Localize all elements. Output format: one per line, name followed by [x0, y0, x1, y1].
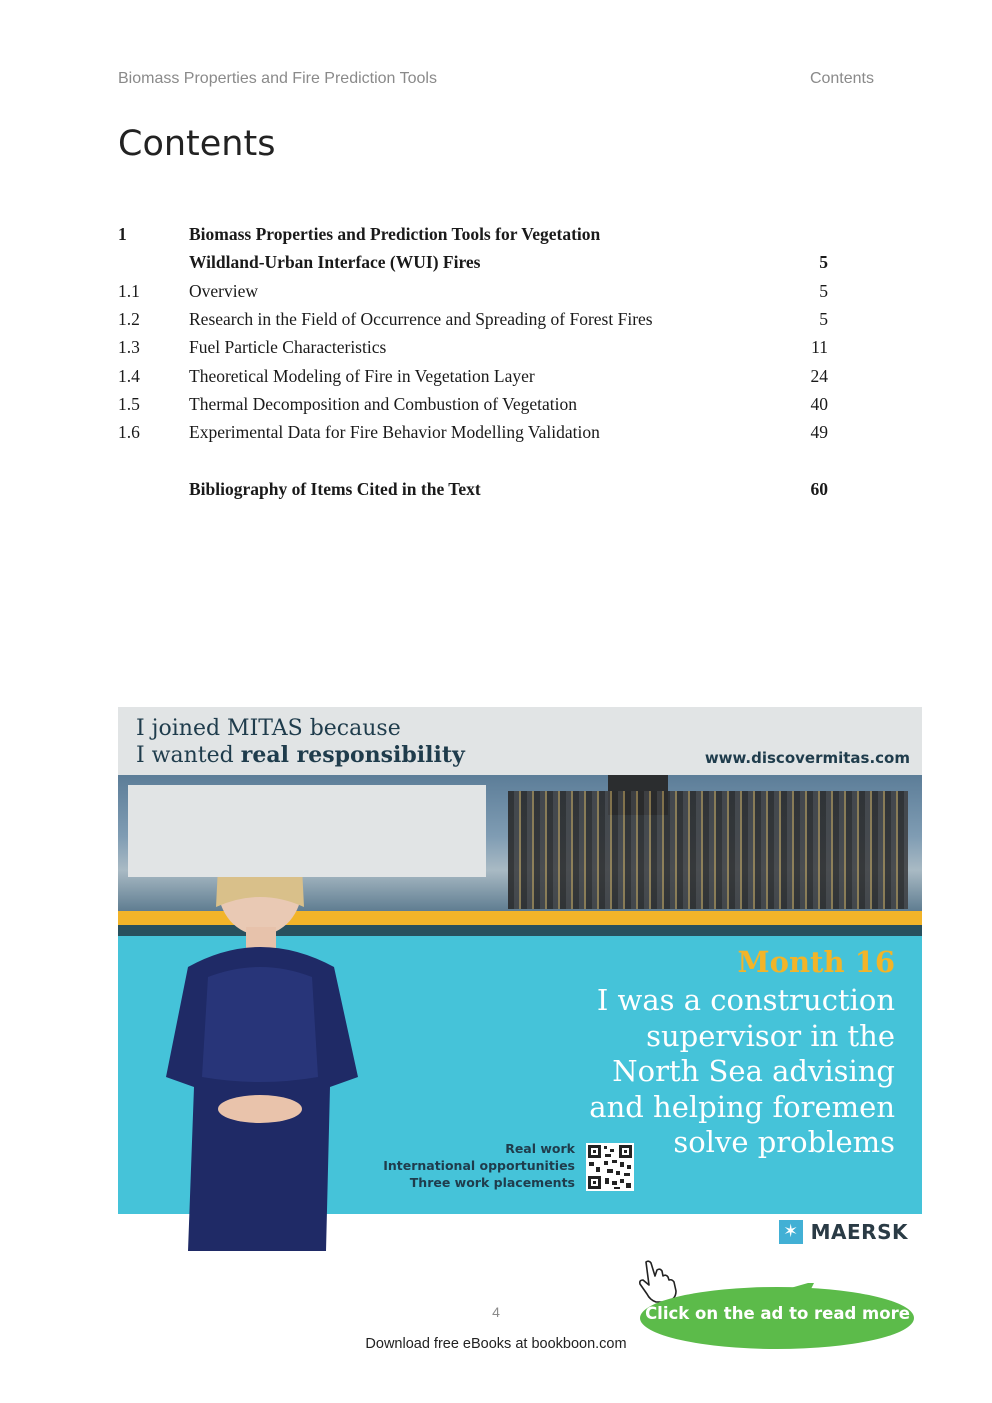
- ad-feature-item: Real work: [505, 1141, 575, 1156]
- toc-entry-title: Overview: [189, 281, 259, 301]
- toc-entry-number: 1.4: [118, 366, 140, 386]
- woman-portrait-image: [148, 877, 378, 1251]
- ad-header-band: [118, 707, 922, 775]
- toc-entry[interactable]: [118, 220, 828, 248]
- toc-entry-page: 60: [810, 479, 828, 499]
- toc-entry-page: 49: [810, 422, 828, 442]
- toc-entry-title: Research in the Field of Occurrence and Spreading of Forest Fires: [189, 309, 653, 329]
- ad-tagline-emphasis: real responsibility: [240, 742, 465, 768]
- ad-headline-month: Month 16: [737, 945, 895, 979]
- toc-entry-title: Biomass Properties and Prediction Tools for Vegetation: [189, 224, 601, 244]
- toc-entry-title: Experimental Data for Fire Behavior Modelling Validation: [189, 422, 600, 442]
- maersk-wordmark: MAERSK: [810, 1220, 908, 1244]
- qr-code-icon[interactable]: [586, 1143, 634, 1191]
- page-title: Contents: [118, 124, 276, 164]
- ad-tagline: [136, 742, 465, 768]
- toc-entry-number: 1: [118, 224, 127, 244]
- toc-entry-number: 1.1: [118, 281, 140, 301]
- platform-structure-shape: [508, 791, 908, 909]
- toc-entry-page: 24: [810, 366, 828, 386]
- ad-url-link[interactable]: www.discovermitas.com: [704, 749, 910, 767]
- toc-entry-number: 1.2: [118, 309, 140, 329]
- running-header-section: Contents: [809, 70, 874, 87]
- toc-entry-title: Fuel Particle Characteristics: [189, 337, 387, 357]
- toc-entry-number: 1.5: [118, 394, 140, 414]
- toc-entry-number: 1.3: [118, 337, 140, 357]
- maersk-star-icon: ✶: [779, 1220, 803, 1244]
- toc-entry-title: Bibliography of Items Cited in the Text: [189, 479, 481, 499]
- advertisement-banner[interactable]: [118, 707, 922, 1251]
- toc-entry[interactable]: [118, 305, 828, 333]
- toc-entry-page: 5: [819, 252, 828, 272]
- toc-entry[interactable]: [118, 390, 828, 418]
- toc-entry-page: 5: [819, 281, 828, 301]
- footer-download-link[interactable]: Download free eBooks at bookboon.com: [365, 1336, 627, 1352]
- toc-entry-page: 40: [810, 394, 828, 414]
- toc-entry-bibliography[interactable]: [118, 475, 828, 503]
- toc-entry-page: 11: [811, 337, 828, 357]
- toc-entry-number: 1.6: [118, 422, 140, 442]
- ad-tagline-prefix: I wanted: [136, 743, 241, 768]
- maersk-logo: [779, 1219, 908, 1245]
- ad-cta-label: Click on the ad to read more: [645, 1304, 910, 1323]
- toc-entry-title: Theoretical Modeling of Fire in Vegetation Layer: [189, 366, 535, 386]
- toc-entry-page: 5: [819, 309, 828, 329]
- ad-quote-text: I was a construction supervisor in the North Sea advising and helping foremen solve problems: [589, 983, 895, 1159]
- toc-entry[interactable]: [118, 248, 828, 276]
- ad-feature-item: International opportunities: [383, 1158, 575, 1173]
- toc-entry-title: Thermal Decomposition and Combustion of Vegetation: [189, 394, 578, 414]
- toc-entry[interactable]: [118, 277, 828, 305]
- toc-entry-title: Wildland-Urban Interface (WUI) Fires: [189, 252, 481, 272]
- redacted-area: [128, 785, 486, 877]
- ad-tagline: I joined MITAS because: [136, 716, 401, 741]
- toc-entry[interactable]: [118, 418, 828, 446]
- toc-entry[interactable]: [118, 333, 828, 361]
- running-header-title: Biomass Properties and Fire Prediction Tools: [118, 70, 437, 87]
- toc-entry[interactable]: [118, 362, 828, 390]
- ad-feature-item: Three work placements: [409, 1175, 575, 1190]
- page-number: 4: [492, 1304, 500, 1320]
